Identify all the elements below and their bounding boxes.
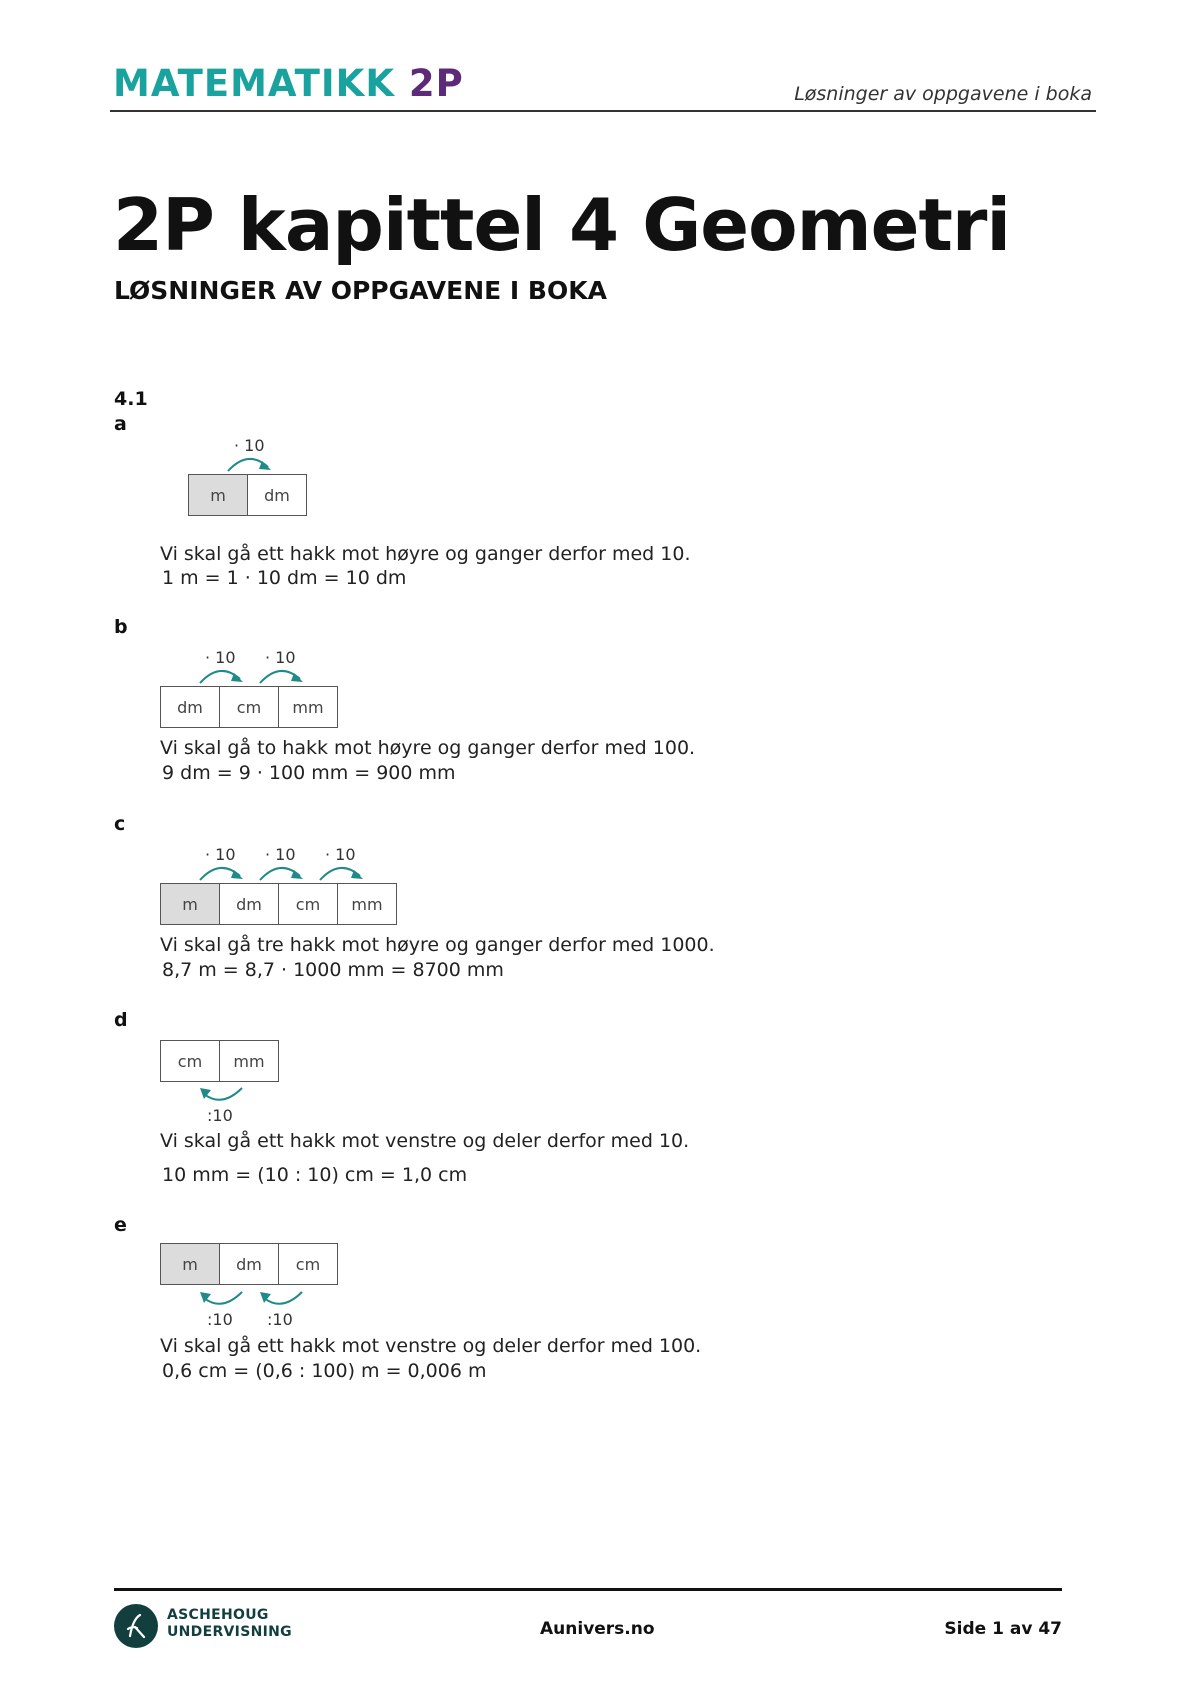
unit-cell: dm — [160, 686, 220, 728]
explanation-text: Vi skal gå tre hakk mot høyre og ganger derfor med 1000. — [160, 934, 715, 956]
publisher-name — [167, 1607, 292, 1641]
page-title: 2P kapittel 4 Geometri — [113, 183, 1011, 267]
arrow-left-icon — [198, 1288, 248, 1310]
part-letter-a: a — [114, 413, 127, 435]
page-number: Side 1 av 47 — [944, 1619, 1062, 1639]
unit-row — [160, 1040, 279, 1082]
footer-divider — [114, 1588, 1062, 1591]
explanation-text: Vi skal gå ett hakk mot venstre og deler derfor med 100. — [160, 1335, 702, 1357]
arrow-right-icon — [258, 862, 308, 884]
op-label: · 10 — [205, 845, 236, 864]
op-label: · 10 — [325, 845, 356, 864]
op-label: :10 — [267, 1310, 293, 1329]
task-number: 4.1 — [114, 388, 148, 410]
op-label: · 10 — [265, 845, 296, 864]
part-letter-d: d — [114, 1009, 128, 1031]
unit-cell: mm — [219, 1040, 279, 1082]
explanation-text: Vi skal gå ett hakk mot høyre og ganger derfor med 10. — [160, 543, 691, 565]
part-letter-b: b — [114, 616, 128, 638]
publisher-line-2: UNDERVISNING — [167, 1624, 292, 1640]
unit-cell: dm — [247, 474, 307, 516]
part-letter-e: e — [114, 1214, 127, 1236]
unit-cell: mm — [278, 686, 338, 728]
header-divider — [110, 110, 1096, 112]
unit-cell: dm — [219, 1243, 279, 1285]
arrow-right-icon — [226, 453, 276, 475]
unit-cell: cm — [278, 883, 338, 925]
op-label: · 10 — [265, 648, 296, 667]
op-label: · 10 — [205, 648, 236, 667]
arrow-right-icon — [318, 862, 368, 884]
unit-row — [160, 883, 397, 925]
op-label: · 10 — [234, 436, 265, 455]
arrow-left-icon — [198, 1084, 248, 1106]
unit-cell: m — [160, 883, 220, 925]
unit-cell: mm — [337, 883, 397, 925]
unit-cell: cm — [278, 1243, 338, 1285]
calculation-text: 9 dm = 9 · 100 mm = 900 mm — [162, 762, 456, 784]
unit-cell: cm — [219, 686, 279, 728]
footer-site-link[interactable]: Aunivers.no — [540, 1619, 655, 1639]
brand-logo-text — [113, 62, 464, 105]
op-label: :10 — [207, 1106, 233, 1125]
part-letter-c: c — [114, 813, 126, 835]
calculation-text: 1 m = 1 · 10 dm = 10 dm — [162, 567, 407, 589]
unit-cell: cm — [160, 1040, 220, 1082]
arrow-right-icon — [258, 665, 308, 687]
arrow-right-icon — [198, 862, 248, 884]
explanation-text: Vi skal gå to hakk mot høyre og ganger derfor med 100. — [160, 737, 696, 759]
calculation-text: 8,7 m = 8,7 · 1000 mm = 8700 mm — [162, 959, 504, 981]
publisher-line-1: ASCHEHOUG — [167, 1607, 269, 1623]
unit-cell: m — [160, 1243, 220, 1285]
header-caption: Løsninger av oppgavene i boka — [794, 83, 1092, 105]
calculation-text: 10 mm = (10 : 10) cm = 1,0 cm — [162, 1164, 468, 1186]
page-subtitle: LØSNINGER AV OPPGAVENE I BOKA — [114, 276, 607, 305]
explanation-text: Vi skal gå ett hakk mot venstre og deler derfor med 10. — [160, 1130, 690, 1152]
unit-row — [188, 474, 307, 516]
publisher-logo-icon — [113, 1603, 159, 1649]
calculation-text: 0,6 cm = (0,6 : 100) m = 0,006 m — [162, 1360, 487, 1382]
brand-accent: 2P — [408, 62, 464, 105]
arrow-right-icon — [198, 665, 248, 687]
unit-cell: dm — [219, 883, 279, 925]
arrow-left-icon — [258, 1288, 308, 1310]
unit-cell: m — [188, 474, 248, 516]
op-label: :10 — [207, 1310, 233, 1329]
brand-main: MATEMATIKK — [113, 62, 396, 105]
unit-row — [160, 1243, 338, 1285]
unit-row — [160, 686, 338, 728]
